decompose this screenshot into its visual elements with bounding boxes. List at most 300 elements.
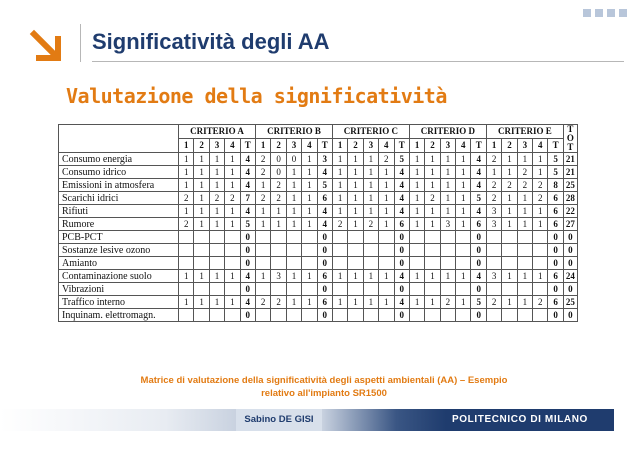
score-cell	[379, 283, 394, 296]
score-cell	[302, 283, 317, 296]
total-cell: 28	[563, 192, 577, 205]
score-cell: 1	[209, 179, 224, 192]
score-cell: 3	[486, 205, 501, 218]
score-cell: 4	[394, 166, 409, 179]
score-cell	[517, 231, 532, 244]
score-cell	[379, 244, 394, 257]
score-cell: 1	[332, 205, 347, 218]
score-cell: 5	[317, 179, 332, 192]
score-cell: 0	[394, 257, 409, 270]
sub-header: 1	[486, 139, 501, 153]
matrix-caption	[84, 374, 564, 400]
score-cell	[409, 257, 424, 270]
row-label: Rifiuti	[59, 205, 179, 218]
score-cell: 3	[486, 270, 501, 283]
score-cell	[502, 283, 517, 296]
score-cell: 0	[471, 309, 486, 322]
score-cell	[456, 283, 471, 296]
criterion-header: CRITERIO D	[409, 125, 486, 139]
score-cell: 5	[240, 218, 255, 231]
score-cell: 1	[456, 205, 471, 218]
sub-header: 2	[194, 139, 209, 153]
score-cell: 1	[302, 205, 317, 218]
score-cell: 1	[225, 270, 240, 283]
score-cell	[502, 257, 517, 270]
score-cell: 1	[348, 218, 363, 231]
score-cell: 1	[209, 270, 224, 283]
score-cell: 1	[425, 205, 440, 218]
score-cell: 6	[317, 270, 332, 283]
score-cell: 0	[471, 283, 486, 296]
score-cell: 5	[394, 153, 409, 166]
row-label: Amianto	[59, 257, 179, 270]
score-cell	[286, 283, 301, 296]
score-cell: 0	[317, 257, 332, 270]
sub-header: 1	[255, 139, 270, 153]
sub-header: 3	[209, 139, 224, 153]
score-cell	[194, 309, 209, 322]
score-cell: 2	[533, 179, 548, 192]
score-cell: 1	[486, 166, 501, 179]
score-cell: 1	[348, 192, 363, 205]
score-cell: 1	[225, 179, 240, 192]
score-cell: 0	[271, 153, 286, 166]
score-cell: 1	[517, 270, 532, 283]
row-label: Traffico interno	[59, 296, 179, 309]
score-cell	[440, 283, 455, 296]
score-cell	[194, 283, 209, 296]
table-row	[59, 218, 578, 231]
page-title: Significatività degli AA	[92, 29, 330, 54]
score-cell	[286, 309, 301, 322]
score-cell: 2	[486, 153, 501, 166]
total-cell: 25	[563, 296, 577, 309]
score-cell: 0	[240, 257, 255, 270]
score-cell	[179, 244, 194, 257]
score-cell: 1	[194, 296, 209, 309]
score-cell: 1	[456, 153, 471, 166]
total-cell: 21	[563, 166, 577, 179]
score-cell: 1	[271, 205, 286, 218]
score-cell: 1	[379, 205, 394, 218]
score-cell: 1	[440, 205, 455, 218]
decor-square	[619, 9, 627, 17]
score-cell: 1	[225, 296, 240, 309]
row-label: Inquinam. elettromagn.	[59, 309, 179, 322]
sub-header: 4	[533, 139, 548, 153]
score-cell	[425, 244, 440, 257]
score-cell	[332, 257, 347, 270]
score-cell	[363, 257, 378, 270]
score-cell: 1	[409, 166, 424, 179]
score-cell: 1	[409, 270, 424, 283]
score-cell	[502, 244, 517, 257]
score-cell	[255, 309, 270, 322]
score-cell: 6	[548, 218, 563, 231]
score-cell: 1	[209, 205, 224, 218]
score-cell: 0	[394, 244, 409, 257]
score-cell: 5	[471, 296, 486, 309]
score-cell: 1	[456, 192, 471, 205]
score-cell: 1	[179, 205, 194, 218]
score-cell	[409, 231, 424, 244]
score-cell	[302, 309, 317, 322]
score-cell: 0	[548, 244, 563, 257]
score-cell: 1	[517, 205, 532, 218]
score-cell: 4	[471, 179, 486, 192]
matrix-corner	[59, 125, 179, 153]
score-cell: 1	[502, 296, 517, 309]
score-cell: 1	[379, 192, 394, 205]
score-cell: 8	[548, 179, 563, 192]
score-cell: 1	[255, 205, 270, 218]
score-cell: 1	[379, 166, 394, 179]
score-cell: 4	[317, 218, 332, 231]
score-cell	[209, 231, 224, 244]
header-divider-horizontal	[92, 61, 624, 62]
section-subtitle: Valutazione della significatività	[66, 84, 447, 108]
score-cell: 1	[348, 270, 363, 283]
total-cell: 0	[563, 309, 577, 322]
score-cell: 2	[255, 153, 270, 166]
score-cell: 1	[425, 166, 440, 179]
score-cell: 1	[286, 296, 301, 309]
score-cell	[194, 257, 209, 270]
score-cell	[255, 231, 270, 244]
sub-header: 4	[302, 139, 317, 153]
score-cell: 2	[179, 192, 194, 205]
total-cell: 27	[563, 218, 577, 231]
score-cell	[179, 257, 194, 270]
score-cell: 1	[425, 270, 440, 283]
score-cell: 1	[425, 179, 440, 192]
criterion-header: CRITERIO C	[332, 125, 409, 139]
score-cell	[409, 244, 424, 257]
score-cell: 1	[363, 153, 378, 166]
sub-header: 1	[179, 139, 194, 153]
score-cell: 2	[179, 218, 194, 231]
row-label: PCB-PCT	[59, 231, 179, 244]
score-cell: 2	[255, 296, 270, 309]
score-cell: 6	[548, 296, 563, 309]
footer-author: Sabino DE GISI	[244, 414, 314, 425]
decor-square	[595, 9, 603, 17]
score-cell: 5	[471, 192, 486, 205]
score-cell: 1	[348, 153, 363, 166]
sub-header: T	[548, 139, 563, 153]
table-row	[59, 309, 578, 322]
score-cell: 1	[179, 166, 194, 179]
criterion-header: CRITERIO B	[255, 125, 332, 139]
footer-left-band	[0, 409, 236, 431]
score-cell	[332, 231, 347, 244]
footer-gradient-band	[322, 409, 446, 431]
score-cell: 4	[394, 179, 409, 192]
score-cell: 1	[456, 166, 471, 179]
score-cell	[517, 283, 532, 296]
table-row	[59, 153, 578, 166]
score-cell: 0	[240, 231, 255, 244]
decor-square	[583, 9, 591, 17]
score-cell: 1	[179, 296, 194, 309]
sub-header: 1	[332, 139, 347, 153]
score-cell: 1	[517, 296, 532, 309]
score-cell	[379, 231, 394, 244]
score-cell: 1	[179, 153, 194, 166]
total-cell: 21	[563, 153, 577, 166]
score-cell: 1	[379, 270, 394, 283]
score-cell: 2	[486, 296, 501, 309]
score-cell: 1	[302, 218, 317, 231]
score-cell: 1	[286, 166, 301, 179]
score-cell	[533, 283, 548, 296]
score-cell: 1	[179, 270, 194, 283]
sub-header: 4	[379, 139, 394, 153]
score-cell: 1	[409, 296, 424, 309]
score-cell: 1	[409, 192, 424, 205]
score-cell: 4	[394, 270, 409, 283]
score-cell: 0	[240, 244, 255, 257]
score-cell	[456, 257, 471, 270]
score-cell: 4	[240, 166, 255, 179]
score-cell	[302, 231, 317, 244]
score-cell	[456, 244, 471, 257]
score-cell: 1	[409, 153, 424, 166]
score-cell: 1	[517, 153, 532, 166]
score-cell: 0	[240, 309, 255, 322]
total-cell: 25	[563, 179, 577, 192]
significance-matrix	[58, 124, 578, 368]
score-cell	[425, 231, 440, 244]
score-cell	[286, 231, 301, 244]
score-cell	[363, 283, 378, 296]
table-row	[59, 205, 578, 218]
score-cell: 1	[225, 153, 240, 166]
sub-header: T	[394, 139, 409, 153]
score-cell	[517, 244, 532, 257]
score-cell	[225, 283, 240, 296]
score-cell	[425, 257, 440, 270]
score-cell	[363, 309, 378, 322]
score-cell: 1	[533, 270, 548, 283]
score-cell: 1	[502, 192, 517, 205]
score-cell: 1	[332, 192, 347, 205]
score-cell: 1	[456, 218, 471, 231]
score-cell: 2	[486, 192, 501, 205]
score-cell: 1	[502, 270, 517, 283]
score-cell: 1	[533, 153, 548, 166]
row-label: Sostanze lesive ozono	[59, 244, 179, 257]
score-cell	[348, 244, 363, 257]
score-cell: 1	[425, 153, 440, 166]
score-cell	[194, 244, 209, 257]
score-cell	[271, 283, 286, 296]
score-cell: 1	[194, 192, 209, 205]
score-cell: 1	[225, 166, 240, 179]
score-cell	[348, 231, 363, 244]
score-cell	[456, 231, 471, 244]
score-cell: 7	[240, 192, 255, 205]
sub-header: 2	[502, 139, 517, 153]
score-cell: 1	[209, 218, 224, 231]
table-row	[59, 283, 578, 296]
institution-name: POLITECNICO DI MILANO	[452, 414, 588, 425]
score-cell	[194, 231, 209, 244]
score-cell: 2	[502, 179, 517, 192]
score-cell: 1	[502, 205, 517, 218]
score-cell: 2	[517, 179, 532, 192]
score-cell: 1	[425, 296, 440, 309]
score-cell	[225, 244, 240, 257]
score-cell: 0	[286, 153, 301, 166]
row-label: Scarichi idrici	[59, 192, 179, 205]
table-row	[59, 296, 578, 309]
score-cell: 2	[379, 153, 394, 166]
score-cell: 1	[286, 179, 301, 192]
score-cell: 1	[440, 192, 455, 205]
score-cell: 1	[225, 205, 240, 218]
score-cell: 1	[456, 270, 471, 283]
row-label: Consumo idrico	[59, 166, 179, 179]
total-cell: 24	[563, 270, 577, 283]
score-cell	[179, 283, 194, 296]
score-cell: 1	[348, 179, 363, 192]
score-cell: 2	[486, 179, 501, 192]
score-cell: 1	[379, 218, 394, 231]
sub-header: 2	[425, 139, 440, 153]
score-cell	[363, 231, 378, 244]
sub-header: 4	[456, 139, 471, 153]
score-cell	[179, 309, 194, 322]
table-row	[59, 257, 578, 270]
score-cell: 2	[332, 218, 347, 231]
sub-header: 3	[363, 139, 378, 153]
score-cell: 4	[471, 153, 486, 166]
sub-header: T	[471, 139, 486, 153]
score-cell: 1	[332, 166, 347, 179]
sub-header: 2	[271, 139, 286, 153]
score-cell	[348, 283, 363, 296]
score-cell: 0	[317, 231, 332, 244]
score-cell: 1	[332, 270, 347, 283]
score-cell: 6	[317, 296, 332, 309]
score-cell	[486, 257, 501, 270]
score-cell: 1	[363, 166, 378, 179]
score-cell: 4	[240, 179, 255, 192]
score-cell: 1	[533, 166, 548, 179]
score-cell: 1	[286, 270, 301, 283]
matrix-table	[58, 124, 578, 322]
score-cell: 5	[548, 166, 563, 179]
score-cell: 0	[394, 309, 409, 322]
score-cell: 0	[271, 166, 286, 179]
table-row	[59, 192, 578, 205]
score-cell: 4	[240, 270, 255, 283]
score-cell: 2	[271, 192, 286, 205]
score-cell: 1	[363, 192, 378, 205]
score-cell: 1	[425, 218, 440, 231]
score-cell: 0	[548, 283, 563, 296]
score-cell	[348, 309, 363, 322]
score-cell	[379, 309, 394, 322]
table-row	[59, 231, 578, 244]
score-cell: 1	[363, 205, 378, 218]
score-cell: 0	[471, 257, 486, 270]
total-cell: 0	[563, 283, 577, 296]
tot-header: T O T	[563, 125, 577, 153]
score-cell: 6	[394, 218, 409, 231]
score-cell	[209, 257, 224, 270]
score-cell: 1	[440, 179, 455, 192]
score-cell: 3	[317, 153, 332, 166]
score-cell	[255, 244, 270, 257]
score-cell	[255, 257, 270, 270]
sub-header: 3	[440, 139, 455, 153]
total-cell: 0	[563, 257, 577, 270]
score-cell	[332, 244, 347, 257]
row-label: Consumo energia	[59, 153, 179, 166]
score-cell: 1	[332, 296, 347, 309]
score-cell: 1	[302, 270, 317, 283]
score-cell: 4	[394, 205, 409, 218]
score-cell: 6	[317, 192, 332, 205]
score-cell: 1	[209, 296, 224, 309]
score-cell	[348, 257, 363, 270]
score-cell	[209, 309, 224, 322]
score-cell	[486, 244, 501, 257]
row-label: Vibrazioni	[59, 283, 179, 296]
score-cell	[440, 244, 455, 257]
score-cell: 2	[440, 296, 455, 309]
score-cell	[409, 309, 424, 322]
score-cell: 2	[425, 192, 440, 205]
score-cell: 3	[271, 270, 286, 283]
total-cell: 0	[563, 231, 577, 244]
score-cell: 1	[194, 218, 209, 231]
score-cell	[271, 244, 286, 257]
score-cell: 2	[517, 166, 532, 179]
score-cell: 1	[209, 153, 224, 166]
score-cell: 2	[209, 192, 224, 205]
score-cell: 1	[363, 179, 378, 192]
score-cell: 2	[225, 192, 240, 205]
score-cell	[409, 283, 424, 296]
score-cell: 4	[317, 166, 332, 179]
score-cell: 1	[502, 166, 517, 179]
score-cell: 2	[533, 192, 548, 205]
score-cell: 1	[409, 179, 424, 192]
sub-header: 2	[348, 139, 363, 153]
score-cell: 3	[440, 218, 455, 231]
decor-square	[607, 9, 615, 17]
score-cell	[302, 257, 317, 270]
score-cell: 0	[394, 231, 409, 244]
row-label: Rumore	[59, 218, 179, 231]
score-cell: 1	[379, 296, 394, 309]
score-cell: 0	[394, 283, 409, 296]
total-cell: 0	[563, 244, 577, 257]
score-cell: 4	[471, 166, 486, 179]
score-cell: 1	[456, 296, 471, 309]
score-cell	[517, 257, 532, 270]
score-cell: 0	[240, 283, 255, 296]
score-cell: 4	[394, 296, 409, 309]
score-cell: 1	[379, 179, 394, 192]
score-cell: 1	[348, 296, 363, 309]
score-cell: 4	[240, 296, 255, 309]
score-cell: 2	[363, 218, 378, 231]
sub-header: T	[240, 139, 255, 153]
